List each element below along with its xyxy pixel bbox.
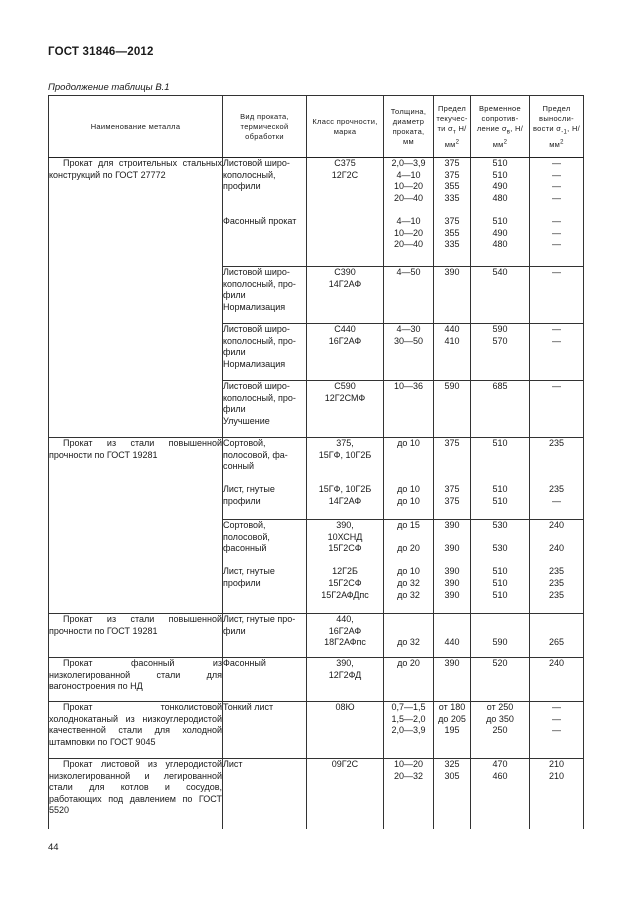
- endurance-value: —: [552, 335, 561, 346]
- spacer: [223, 473, 306, 485]
- endurance-value: 235: [548, 577, 565, 588]
- thickness-value: 10—20: [393, 759, 424, 769]
- strength-value: 570: [492, 335, 508, 346]
- thickness-value: 4—10: [396, 169, 421, 180]
- table-row: [49, 702, 584, 759]
- spacer: [530, 626, 583, 638]
- thickness-value: до 32: [397, 577, 420, 588]
- yield-cell: [434, 614, 471, 658]
- spacer: [434, 473, 470, 485]
- strength-value: 250: [492, 725, 508, 736]
- yield-cell: [434, 324, 471, 381]
- class-value: 15Г2АФДпс: [321, 589, 369, 600]
- spacer: [223, 204, 306, 216]
- yield-value: от 180: [438, 702, 466, 712]
- header-thickness: Толщина, диаметр проката, мм: [384, 96, 434, 158]
- type-value: профили: [223, 577, 261, 588]
- yield-value: 410: [444, 335, 460, 346]
- strength-cell: [471, 438, 530, 520]
- header-row: [49, 96, 584, 158]
- endurance-value: —: [552, 239, 561, 250]
- spacer: [384, 532, 433, 544]
- yield-value: 390: [444, 658, 460, 668]
- type-value: Листовой широ-: [223, 267, 290, 277]
- type-value: Листовой широ-: [223, 381, 290, 391]
- table-body: [49, 158, 584, 829]
- endurance-value: —: [552, 381, 561, 391]
- thickness-value: до 15: [397, 520, 420, 530]
- strength-value: 510: [492, 438, 508, 448]
- type-value: Сортовой,: [223, 520, 266, 530]
- yield-value: 305: [444, 770, 460, 781]
- yield-value: 355: [444, 227, 460, 238]
- thickness-value: до 10: [397, 484, 420, 495]
- type-cell: [223, 759, 307, 829]
- thickness-value: 4—50: [396, 267, 421, 277]
- type-value: Фасонный: [223, 658, 266, 668]
- class-value: 14Г2АФ: [328, 278, 362, 289]
- spacer: [384, 473, 433, 485]
- class-value: 15Г2СФ: [328, 543, 362, 554]
- spacer: [223, 193, 306, 205]
- endurance-value: —: [552, 713, 561, 724]
- endurance-value: 240: [548, 520, 565, 530]
- yield-value: 390: [444, 589, 460, 600]
- endurance-value: —: [552, 215, 561, 226]
- class-cell: [307, 702, 384, 759]
- endurance-cell: [530, 759, 584, 829]
- endurance-value: 235: [548, 566, 565, 577]
- strength-cell: [471, 614, 530, 658]
- thickness-value: до 10: [397, 495, 420, 506]
- document-header: ГОСТ 31846—2012: [48, 46, 154, 58]
- metal-name-cell: Прокат для строительных стальных конструкций по ГОСТ 27772: [49, 158, 223, 438]
- spacer: [307, 473, 383, 485]
- type-value: фили: [223, 347, 246, 358]
- strength-cell: [471, 520, 530, 614]
- yield-value: 440: [444, 637, 460, 648]
- thickness-value: до 10: [397, 438, 420, 448]
- class-value: 390,: [336, 658, 354, 668]
- class-value: С590: [334, 381, 356, 391]
- class-value: 390,: [336, 520, 354, 530]
- thickness-cell: [384, 614, 434, 658]
- spacer: [471, 614, 529, 626]
- yield-value: 390: [444, 520, 460, 530]
- type-value: Лист, гнутые про-: [223, 614, 296, 624]
- type-value: Сортовой,: [223, 438, 266, 448]
- thickness-value: 10—20: [393, 181, 424, 192]
- endurance-cell: [530, 267, 584, 324]
- endurance-cell: [530, 381, 584, 438]
- thickness-cell: [384, 702, 434, 759]
- metal-name-cell: Прокат фасонный из низколегированной стали для вагоностроения по НД: [49, 658, 223, 702]
- thickness-cell: [384, 520, 434, 614]
- spacer: [530, 450, 583, 462]
- endurance-value: —: [552, 169, 561, 180]
- table-row: [49, 614, 584, 658]
- thickness-cell: [384, 324, 434, 381]
- strength-value: 510: [492, 566, 508, 577]
- spacer: [434, 555, 470, 567]
- type-value: профили: [223, 181, 261, 192]
- thickness-value: до 32: [397, 637, 420, 648]
- endurance-value: —: [552, 158, 561, 168]
- thickness-value: 20—32: [393, 770, 424, 781]
- yield-value: 375: [444, 438, 460, 448]
- type-cell: [223, 702, 307, 759]
- type-value: сонный: [223, 461, 255, 472]
- class-value: 12Г2ФД: [328, 669, 362, 680]
- thickness-value: 20—40: [393, 239, 424, 250]
- spacer: [471, 461, 529, 473]
- strength-value: 530: [492, 520, 508, 530]
- endurance-value: 235: [548, 484, 565, 495]
- spacer: [384, 555, 433, 567]
- class-value: С375: [334, 158, 356, 168]
- thickness-value: 2,0—3,9: [391, 158, 426, 168]
- type-value: Нормализация: [223, 301, 286, 312]
- metal-name-cell: Прокат листовой из углеродистой низколегированной и легированной стали для котлов и сосудов, работающих под давлением по ГОСТ 5520: [49, 759, 223, 829]
- yield-cell: [434, 759, 471, 829]
- endurance-value: —: [552, 181, 561, 192]
- strength-value: 470: [492, 759, 508, 769]
- strength-value: 510: [492, 484, 508, 495]
- type-value: кополосный, про-: [223, 392, 296, 403]
- class-value: 12Г2СМФ: [324, 392, 366, 403]
- metal-name-cell: Прокат тонколистовой холоднокатаный из низкоуглеродистой качественной стали для холодной штамповки по ГОСТ 9045: [49, 702, 223, 759]
- type-value: полосовой, фа-: [223, 449, 288, 460]
- spacer: [434, 461, 470, 473]
- thickness-value: 10—20: [393, 227, 424, 238]
- type-value: Тонкий лист: [223, 702, 274, 712]
- strength-value: 510: [492, 215, 508, 226]
- type-value: профили: [223, 495, 261, 506]
- endurance-value: —: [552, 192, 561, 203]
- thickness-cell: [384, 267, 434, 324]
- yield-value: 375: [444, 495, 460, 506]
- yield-cell: [434, 267, 471, 324]
- spacer: [384, 614, 433, 626]
- yield-value: 390: [444, 267, 460, 277]
- strength-value: 530: [492, 543, 508, 554]
- spacer: [384, 204, 433, 216]
- thickness-cell: [384, 438, 434, 520]
- spacer: [384, 450, 433, 462]
- endurance-value: 235: [548, 438, 565, 448]
- class-cell: [307, 267, 384, 324]
- class-cell: [307, 614, 384, 658]
- type-value: фили: [223, 625, 246, 636]
- thickness-value: 2,0—3,9: [391, 725, 426, 736]
- strength-cell: [471, 324, 530, 381]
- thickness-value: 4—30: [396, 324, 421, 334]
- strength-cell: [471, 658, 530, 702]
- strength-cell: [471, 381, 530, 438]
- type-cell: [223, 520, 307, 614]
- spacer: [530, 555, 583, 567]
- endurance-value: 210: [548, 759, 565, 769]
- yield-cell: [434, 520, 471, 614]
- strength-value: 590: [492, 324, 508, 334]
- type-cell: [223, 381, 307, 438]
- thickness-value: 1,5—2,0: [391, 713, 426, 724]
- class-value: 12Г2С: [331, 169, 359, 180]
- endurance-value: —: [552, 267, 561, 277]
- endurance-value: 210: [548, 770, 565, 781]
- strength-value: 520: [492, 658, 508, 668]
- yield-value: 375: [444, 215, 460, 226]
- endurance-cell: [530, 438, 584, 520]
- thickness-value: 4—10: [396, 215, 421, 226]
- thickness-value: до 10: [397, 566, 420, 577]
- yield-value: 375: [444, 169, 460, 180]
- spacer: [530, 204, 583, 216]
- strength-value: 510: [492, 158, 508, 168]
- class-cell: [307, 759, 384, 829]
- yield-cell: [434, 438, 471, 520]
- class-value: 15ГФ, 10Г2Б: [318, 449, 372, 460]
- spec-table: [48, 95, 584, 829]
- type-value: Листовой широ-: [223, 324, 290, 334]
- thickness-value: 20—40: [393, 192, 424, 203]
- class-value: 16Г2АФ: [328, 335, 362, 346]
- thickness-cell: [384, 381, 434, 438]
- thickness-value: до 20: [397, 543, 420, 554]
- spacer: [471, 450, 529, 462]
- type-value: кополосный, про-: [223, 335, 296, 346]
- class-value: 10ХСНД: [327, 531, 363, 542]
- endurance-cell: [530, 158, 584, 267]
- type-value: Листовой широ-: [223, 158, 290, 168]
- strength-value: 510: [492, 495, 508, 506]
- endurance-value: —: [552, 702, 561, 712]
- endurance-value: —: [552, 227, 561, 238]
- spacer: [530, 461, 583, 473]
- table-caption: Продолжение таблицы В.1: [48, 82, 170, 93]
- type-cell: [223, 614, 307, 658]
- class-value: 440,: [336, 614, 354, 624]
- thickness-value: 0,7—1,5: [391, 702, 426, 712]
- table-row: [49, 438, 584, 520]
- yield-value: 325: [444, 759, 460, 769]
- class-cell: [307, 438, 384, 520]
- class-value: 08Ю: [335, 702, 355, 712]
- thickness-value: 10—36: [393, 381, 424, 391]
- metal-name-cell: Прокат из стали повышенной прочности по ГОСТ 19281: [49, 438, 223, 614]
- spacer: [384, 626, 433, 638]
- strength-value: 685: [492, 381, 508, 391]
- class-cell: [307, 381, 384, 438]
- type-value: кополосный, про-: [223, 278, 296, 289]
- class-value: 15ГФ, 10Г2Б: [318, 484, 372, 495]
- yield-value: 335: [444, 239, 460, 250]
- strength-value: 480: [492, 192, 508, 203]
- spacer: [434, 532, 470, 544]
- strength-cell: [471, 702, 530, 759]
- spacer: [530, 473, 583, 485]
- spacer: [223, 555, 306, 567]
- endurance-value: 265: [548, 637, 565, 648]
- endurance-value: 240: [548, 543, 565, 554]
- strength-value: 490: [492, 227, 508, 238]
- strength-value: 460: [492, 770, 508, 781]
- endurance-cell: [530, 702, 584, 759]
- class-cell: [307, 658, 384, 702]
- yield-cell: [434, 381, 471, 438]
- strength-value: до 350: [486, 713, 514, 724]
- spacer: [384, 461, 433, 473]
- strength-value: 510: [492, 169, 508, 180]
- type-value: Нормализация: [223, 358, 286, 369]
- yield-value: 590: [444, 381, 460, 391]
- thickness-value: до 20: [397, 658, 420, 668]
- spacer: [530, 614, 583, 626]
- type-value: фили: [223, 404, 246, 415]
- class-value: 16Г2АФ: [328, 625, 362, 636]
- yield-value: 440: [444, 324, 460, 334]
- yield-value: 390: [444, 566, 460, 577]
- type-value: кополосный,: [223, 169, 276, 180]
- endurance-value: —: [552, 495, 561, 506]
- endurance-value: 240: [548, 658, 565, 668]
- type-value: Лист: [223, 759, 243, 769]
- spacer: [434, 626, 470, 638]
- type-value: фили: [223, 290, 246, 301]
- header-endurance: Предел выносли- вости $\sigma_{-1}$, $Н/мм^2$: [530, 96, 584, 158]
- yield-value: 375: [444, 158, 460, 168]
- spacer: [434, 450, 470, 462]
- spacer: [434, 614, 470, 626]
- type-cell: [223, 438, 307, 520]
- class-value: С390: [334, 267, 356, 277]
- spacer: [530, 532, 583, 544]
- yield-cell: [434, 702, 471, 759]
- strength-value: от 250: [486, 702, 514, 712]
- table-row: [49, 158, 584, 267]
- yield-cell: [434, 658, 471, 702]
- class-cell: [307, 324, 384, 381]
- thickness-value: до 32: [397, 589, 420, 600]
- yield-value: 375: [444, 484, 460, 495]
- endurance-cell: [530, 614, 584, 658]
- type-value: Фасонный прокат: [223, 215, 297, 226]
- strength-value: 490: [492, 181, 508, 192]
- strength-cell: [471, 158, 530, 267]
- class-value: 375,: [336, 438, 354, 448]
- strength-cell: [471, 759, 530, 829]
- type-cell: [223, 267, 307, 324]
- thickness-cell: [384, 158, 434, 267]
- strength-value: 540: [492, 267, 508, 277]
- yield-value: 355: [444, 181, 460, 192]
- class-value: 09Г2С: [331, 759, 359, 769]
- class-value: 12Г2Б: [332, 566, 358, 577]
- class-cell: [307, 158, 384, 267]
- type-value: Лист, гнутые: [223, 566, 275, 577]
- strength-value: 510: [492, 589, 508, 600]
- strength-value: 480: [492, 239, 508, 250]
- header-metal: Наименование металла: [49, 96, 223, 158]
- class-value: 18Г2АФпс: [324, 637, 366, 648]
- header-strength: Временное сопротив- ление $\sigma_в$, $Н/мм^2$: [471, 96, 530, 158]
- endurance-value: —: [552, 324, 561, 334]
- type-cell: [223, 658, 307, 702]
- class-value: С440: [334, 324, 356, 334]
- endurance-cell: [530, 520, 584, 614]
- type-value: Лист, гнутые: [223, 484, 275, 495]
- class-value: 15Г2СФ: [328, 577, 362, 588]
- type-cell: [223, 324, 307, 381]
- spacer: [471, 555, 529, 567]
- header-type: Вид проката, термической обработки: [223, 96, 307, 158]
- yield-value: до 205: [438, 713, 466, 724]
- thickness-value: 30—50: [393, 335, 424, 346]
- yield-value: 335: [444, 192, 460, 203]
- spacer: [307, 555, 383, 567]
- strength-cell: [471, 267, 530, 324]
- yield-value: 390: [444, 543, 460, 554]
- table-row: [49, 759, 584, 829]
- yield-value: 390: [444, 577, 460, 588]
- endurance-value: 235: [548, 589, 565, 600]
- type-value: полосовой,: [223, 531, 270, 542]
- strength-value: 510: [492, 577, 508, 588]
- thickness-cell: [384, 759, 434, 829]
- thickness-cell: [384, 658, 434, 702]
- header-yield: Предел текучес- ти $\sigma_т$ $Н/мм^2$: [434, 96, 471, 158]
- metal-name-cell: Прокат из стали повышенной прочности по ГОСТ 19281: [49, 614, 223, 658]
- type-value: Улучшение: [223, 415, 270, 426]
- type-cell: [223, 158, 307, 267]
- class-value: 14Г2АФ: [328, 495, 362, 506]
- spacer: [471, 473, 529, 485]
- table-row: [49, 658, 584, 702]
- yield-value: 195: [444, 725, 460, 736]
- strength-value: 590: [492, 637, 508, 648]
- type-value: фасонный: [223, 543, 267, 554]
- class-cell: [307, 520, 384, 614]
- spacer: [471, 204, 529, 216]
- endurance-cell: [530, 324, 584, 381]
- spacer: [471, 532, 529, 544]
- yield-cell: [434, 158, 471, 267]
- header-class: Класс прочности, марка: [307, 96, 384, 158]
- endurance-cell: [530, 658, 584, 702]
- spacer: [471, 626, 529, 638]
- spacer: [307, 461, 383, 473]
- spacer: [434, 204, 470, 216]
- page-number: 44: [48, 842, 59, 853]
- endurance-value: —: [552, 725, 561, 736]
